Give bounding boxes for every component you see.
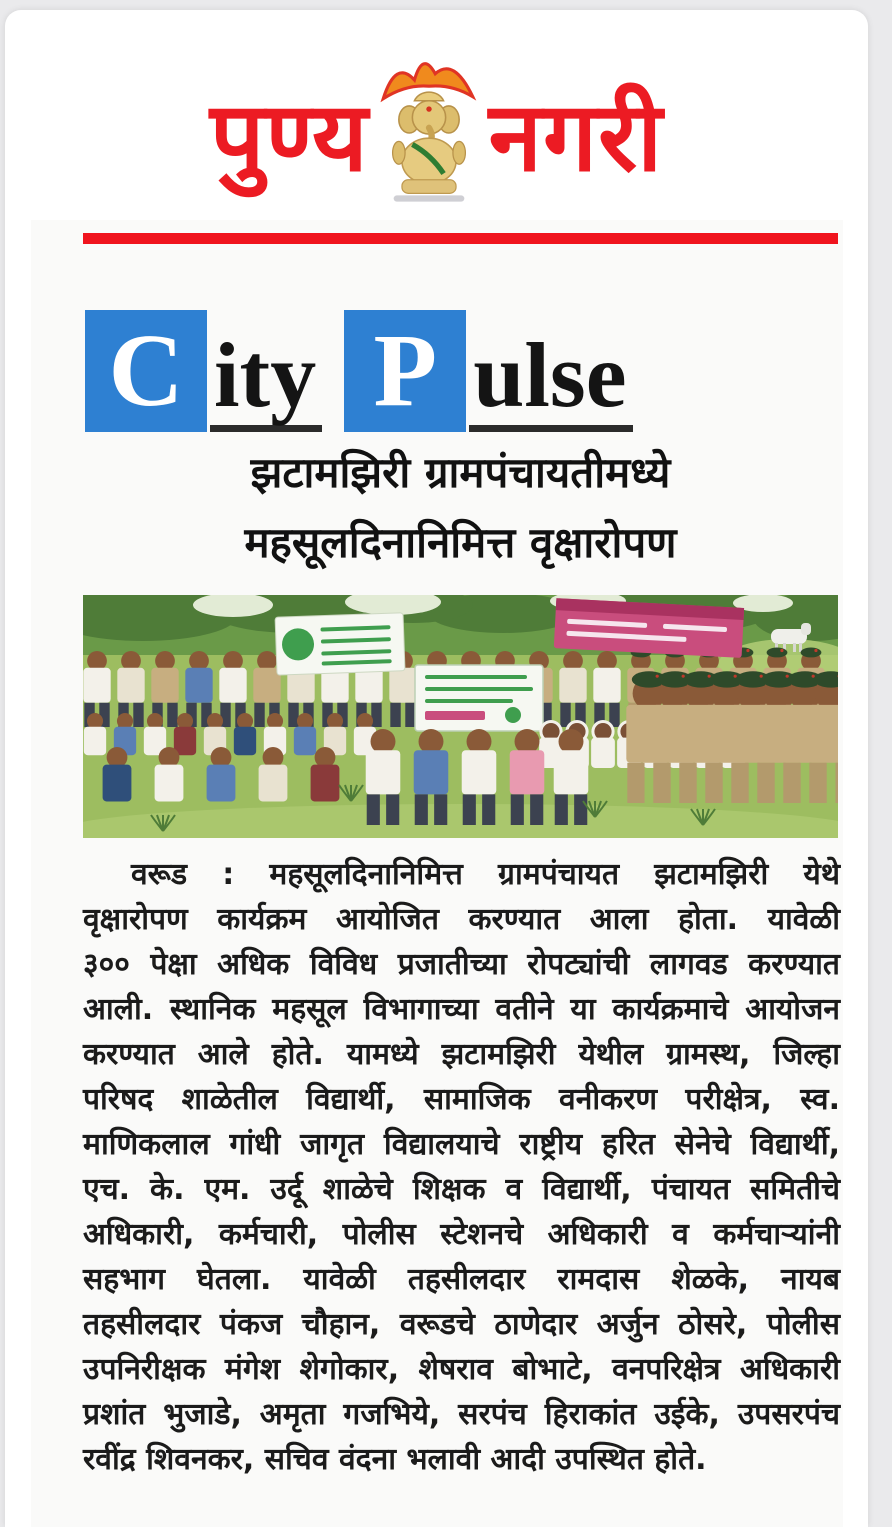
article-body [83,852,840,1482]
ganesha-idol-icon [377,53,481,213]
article-line: वृक्षारोपण कार्यक्रम आयोजित करण्यात आला होता. यावेळी [83,902,840,937]
article-line: करण्यात आले होते. यामध्ये झटामझिरी येथील ग्रामस्थ, जिल्हा [83,1037,840,1072]
article-line: एच. के. एम. उर्दू शाळेचे शिक्षक व विद्यार्थी, पंचायत समितीचे [83,1172,840,1207]
article-photo [83,595,838,838]
article-headline [83,438,838,578]
city-pulse-letter-p: P [344,310,466,432]
newspaper-clipping-card [5,10,868,1527]
red-divider-rule [83,233,838,244]
article-line: ३०० पेक्षा अधिक विविध प्रजातीच्या रोपट्यांची लागवड करण्यात [83,947,840,982]
city-pulse-ulse: ulse [469,332,632,432]
masthead-title-right: नगरी [488,81,664,193]
city-pulse-ity: ity [210,332,322,432]
headline-line-2: महसूलदिनानिमित्त वृक्षारोपण [244,518,677,567]
city-pulse-letter-c: C [85,310,207,432]
headline-line-1: झटामझिरी ग्रामपंचायतीमध्ये [250,448,671,497]
article-line: तहसीलदार पंकज चौहान, वरूडचे ठाणेदार अर्जुन ठोसरे, पोलीस [83,1307,840,1342]
article-line: अधिकारी, कर्मचारी, पोलीस स्टेशनचे अधिकारी व कर्मचाऱ्यांनी [83,1217,840,1252]
article-line: उपनिरीक्षक मंगेश शेगोकार, शेषराव बोभाटे, वनपरिक्षेत्र अधिकारी [83,1352,840,1387]
article-line: सहभाग घेतला. यावेळी तहसीलदार रामदास शेळके, नायब [83,1262,840,1297]
article-line: प्रशांत भुजाडे, अमृता गजभिये, सरपंच हिराकांत उईके, उपसरपंच [83,1397,840,1432]
masthead-title-left: पुण्य [209,81,369,193]
masthead [5,48,868,218]
city-pulse-logo [85,298,633,432]
article-line: आली. स्थानिक महसूल विभागाच्या वतीने या कार्यक्रमाचे आयोजन [83,992,840,1027]
article-line: माणिकलाल गांधी जागृत विद्यालयाचे राष्ट्रीय हरित सेनेचे विद्यार्थी, [83,1127,840,1162]
article-line: रवींद्र शिवनकर, सचिव वंदना भलावी आदी उपस्थित होते. [83,1442,707,1477]
article-line: परिषद शाळेतील विद्यार्थी, सामाजिक वनीकरण परीक्षेत्र, स्व. [83,1082,840,1117]
article-line: वरूड : महसूलदिनानिमित्त ग्रामपंचायत झटामझिरी येथे [131,857,840,892]
